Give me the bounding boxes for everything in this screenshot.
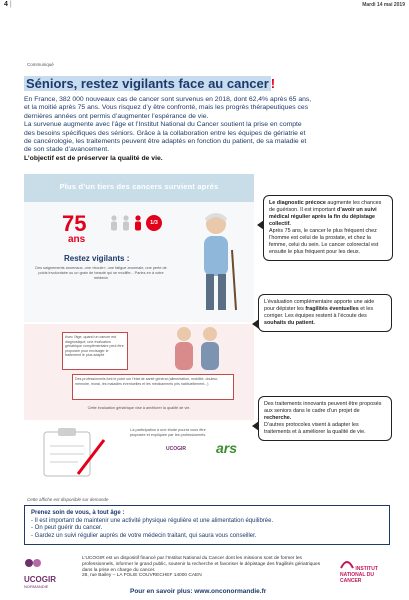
section-label: Communiqué — [27, 62, 54, 67]
page-header — [0, 0, 409, 14]
tip-item: - Il est important de maintenir une activité physique régulière et une alimentation équilibrée. — [31, 517, 274, 524]
professionals-box: Des professionnels font le point sur l’état de santé général (alimentation, mobilité, douleur, mémoire, moral, les maladies éventuelles et les médicaments pris habituellement...) — [72, 374, 234, 400]
restez-vigilants: Restez vigilants : — [64, 254, 130, 263]
ars-logo: ars — [216, 440, 238, 456]
ucogir-logo: UCOGIR NORMANDIE — [24, 556, 80, 589]
evaluation-box: Avec l’âge, quand un cancer est diagnostiqué, une évaluation gériatrique complémentaire peut être proposée pour envisager le traitement le plus adapté — [62, 332, 128, 370]
infographic-poster — [24, 174, 254, 494]
people-pictogram-icon — [108, 214, 148, 232]
article-title-text: Séniors, restez vigilants face au cancer — [26, 76, 269, 91]
infographic-band — [24, 174, 254, 202]
intro-line: et la moitié après 75 ans. Vous risquez d’y être confronté, mais les progrès thérapeutiques ces — [24, 104, 309, 112]
intro-line: de son stade d’avancement. — [24, 146, 110, 154]
page-number: 4 | — [4, 1, 12, 8]
article-title-exclamation: ! — [270, 76, 276, 91]
clipboard-pen-illustration-icon — [38, 426, 108, 480]
speech-bubble-diagnostic: Le diagnostic précoce augmente les chances de guérison. Il est important d’avoir un suivi médical régulier après la fin du dépistage collectif. Après 75 ans, le cancer le plus fréquent chez l’homme est celui de la prostate, et chez la femme, celui du sein. Le cancer colorectal est ensuite le plus fréquent pour les deux. — [263, 195, 393, 261]
fraction-badge: 1/3 — [146, 215, 162, 231]
intro-line: La survenue augmente avec l’âge et l’Institut National du Cancer soutient la prise en compte — [24, 121, 302, 129]
intro-line: des besoins spécifiques des séniors. Grâce à la collaboration entre les équipes de gériatrie et — [24, 129, 306, 137]
tips-box: Prenez soin de vous, à tout âge : - Il est important de maintenir une activité physique régulière et une alimentation équilibrée. - On peut guérir du cancer. - Gardez un suivi régulier auprès de votre médecin traitant, qui saura vous conseiller. — [24, 505, 390, 545]
intro-line: de cancérologie, les traitements peuvent être adaptés en fonction du patient, de sa maladie et — [24, 138, 307, 146]
big-number: 75 — [62, 211, 87, 236]
more-info-link[interactable]: Pour en savoir plus: www.onconormandie.fr — [130, 588, 267, 595]
infographic-band-title: Plus d’un tiers des cancers survient après — [59, 182, 219, 191]
evaluation-caption: Cette évaluation gériatrique vise à améliorer la qualité de vie. — [87, 406, 191, 410]
speech-bubble-research: Des traitements innovants peuvent être proposés aux seniors dans le cadre d’un projet de recherche. D’autres protocoles visent à adapter les traitements et à améliorer la qualité de vie. — [258, 396, 392, 441]
inca-logo: INSTITUT NATIONAL DU CANCER — [340, 558, 390, 584]
article-title — [24, 76, 275, 91]
poster-caption: Cette affiche est disponible sur demande — [27, 497, 109, 502]
research-text: La participation à une étude pourra vous être proposée et expliquée par les professionnels. — [129, 428, 207, 437]
intro-line: En France, 382 000 nouveaux cas de cancer sont survenus en 2018, dont 62,4% après 65 ans, — [24, 96, 312, 103]
speech-bubble-evaluation: L’évaluation complémentaire apporte une aide pour dépister les fragilités éventuelles et les corriger. Les équipes restent à l’écoute des souhaits du patient. — [258, 294, 392, 332]
inca-symbol-icon — [340, 558, 354, 570]
article-intro — [24, 96, 390, 163]
ucogir-small-logo: UCOGIR — [166, 446, 186, 452]
publication-date: Mardi 14 mai 2019 — [362, 2, 405, 8]
tips-title: Prenez soin de vous, à tout âge — [31, 510, 121, 516]
ucogir-symbol-icon — [24, 556, 42, 570]
article-objective: L’objectif est de préserver la qualité de vie. — [24, 154, 163, 162]
warning-signs: Des saignements anormaux, une «boule», une fatigue anormale, une perte de poids involontaire ou un grain de beauté qui se modifie... Parlez-en à votre médecin — [35, 266, 167, 280]
tip-item: - Gardez un suivi régulier auprès de votre médecin traitant, qui saura vous conseiller. — [31, 532, 257, 539]
intro-line: dernières années ont permis d’augmenter l’espérance de vie. — [24, 112, 209, 120]
big-number-unit: ans — [68, 234, 86, 245]
couple-illustration-icon — [164, 324, 234, 372]
footer-address: 28, rue Bailey – LA FOLIE COUVRECHEF 14000 CAEN — [82, 573, 202, 579]
elderly-man-illustration-icon — [190, 210, 242, 320]
footer-text: L’UCOGIR est un dispositif financé par l’Institut National du Cancer dont les missions sont de former les professionnels, informer le grand public, soutenir la recherche et favoriser le dépistage des fragilités gériatriques dans la prise en charge du cancer. 28, rue Bailey – LA FOLIE COUVRECHEF 14000 CAEN — [82, 556, 328, 579]
tip-item: - On peut guérir du cancer. — [31, 525, 103, 532]
